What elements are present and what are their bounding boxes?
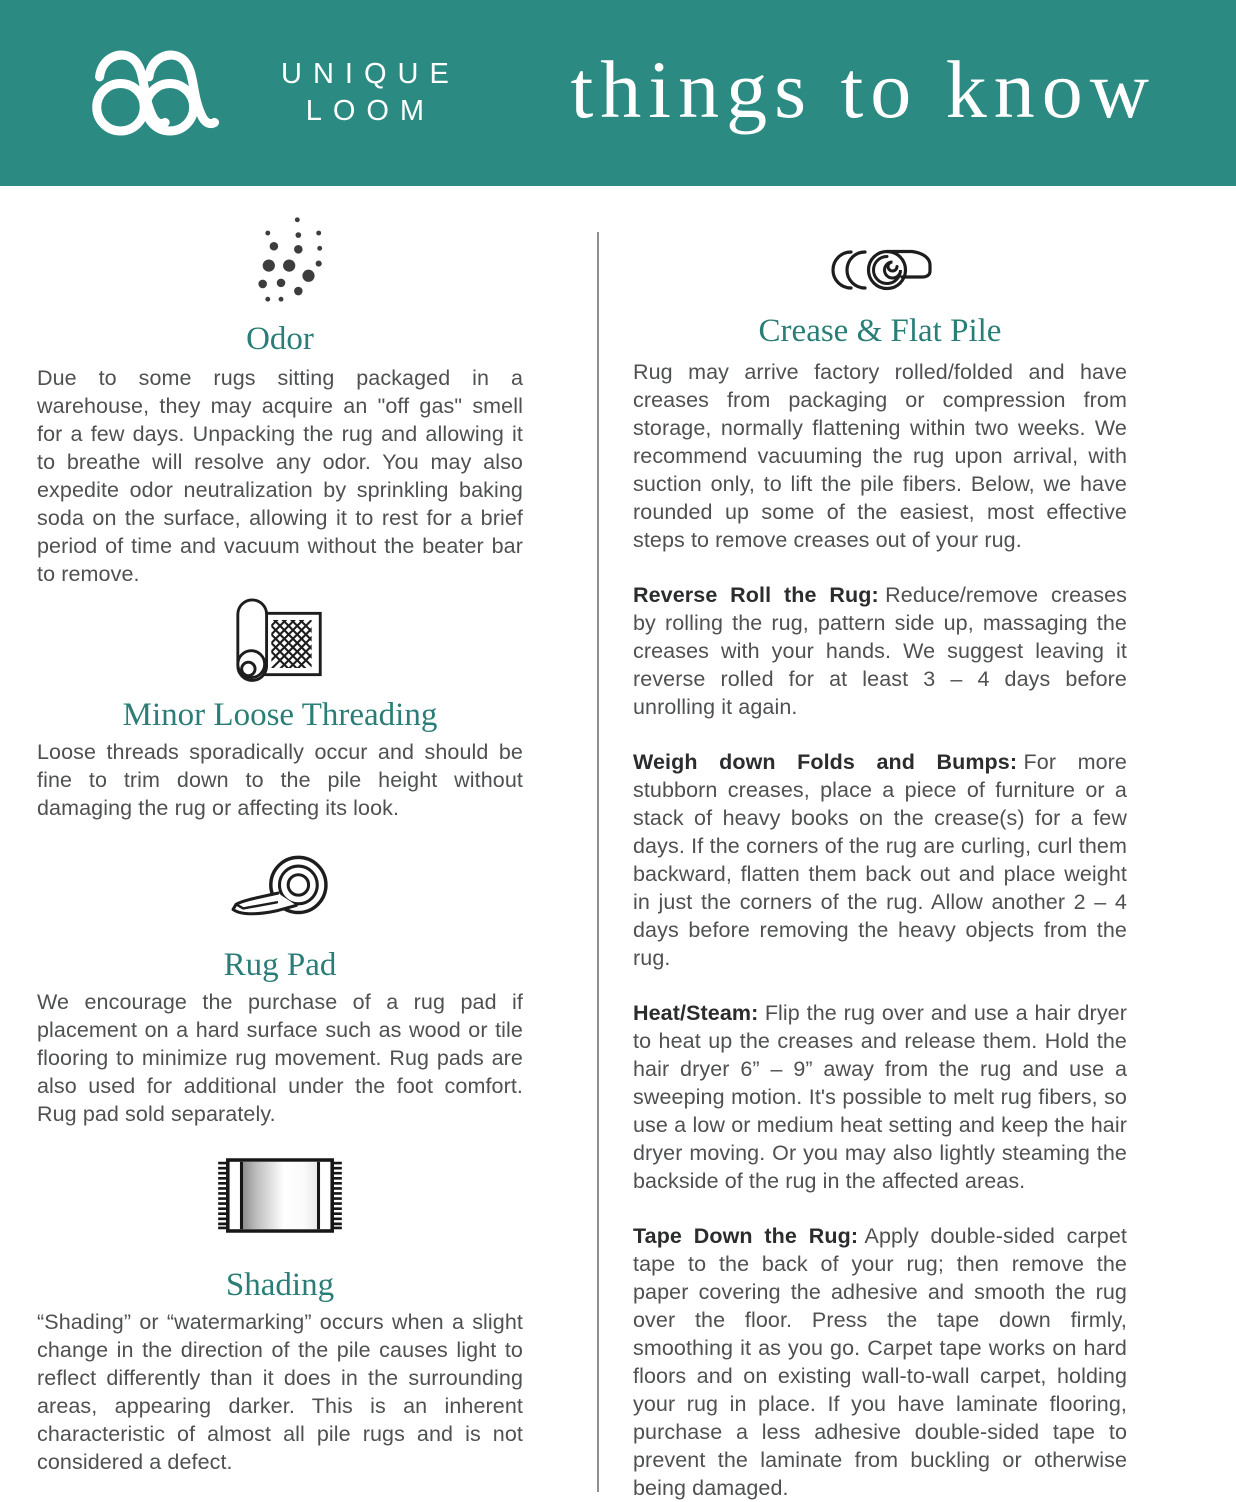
brand xyxy=(92,44,460,142)
left-column xyxy=(37,186,523,1476)
tip-reverse-roll xyxy=(633,581,1127,721)
rug-pad-roll-icon xyxy=(231,854,329,922)
tip-text: Reduce/remove creases by rolling the rug, pattern side up, massaging the creases with your hands. We suggest leaving it reverse rolled for at least 3 – 4 days before unrolling it again. xyxy=(633,583,1127,719)
brand-line-1: UNIQUE xyxy=(281,58,460,90)
tip-text: Flip the rug over and use a hair dryer to heat up the creases and release them. Hold the hair dryer 6” – 9” away from the rug and use a sweeping motion. It's possible to melt rug fibers, so use a low or medium heat setting and keep the hair dryer moving. Or you may also lightly steaming the backside of the rug in the affected areas. xyxy=(633,1001,1127,1193)
column-divider xyxy=(597,232,599,1492)
section-heading: Crease & Flat Pile xyxy=(758,313,1002,349)
section-body: Due to some rugs sitting packaged in a warehouse, they may acquire an "off gas" smell for a few days. Unpacking the rug and allowing it to breathe will resolve any odor. You may also expedite odor neutralization by sprinkling baking soda on the surface, allowing it to rest for a brief period of time and vacuum without the beater bar to remove. xyxy=(37,366,523,586)
tip-text: Apply double-sided carpet tape to the back of your rug; then remove the paper covering the adhesive and smooth the rug over the floor. Press the tape down firmly, smoothing it as you go. Carpet tape works on hard floors and on existing wall-to-wall carpet, holding your rug in place. If you have laminate flooring, purchase a less adhesive double-sided tape to prevent the laminate from buckling or otherwise being damaged. xyxy=(633,1224,1127,1500)
section-crease-flat-pile xyxy=(633,248,1127,1502)
tip-tape-down xyxy=(633,1222,1127,1502)
section-rug-pad xyxy=(37,860,523,1128)
tip-label: Weigh down Folds and Bumps: xyxy=(633,750,1018,774)
section-body: Loose threads sporadically occur and should be fine to trim down to the pile height without damaging the rug or affecting its look. xyxy=(37,740,523,820)
tip-label: Heat/Steam: xyxy=(633,1001,759,1025)
page-header xyxy=(0,0,1236,186)
page-title: things to know xyxy=(570,44,1156,135)
brand-line-2: LOOM xyxy=(305,95,436,127)
section-body: “Shading” or “watermarking” occurs when a slight change in the direction of the pile causes light to reflect differently than it does in the surrounding areas, appearing darker. This is an inherent characteristic of almost all pile rugs and is not considered a defect. xyxy=(37,1310,523,1474)
odor-dots-icon xyxy=(224,211,336,309)
section-body: We encourage the purchase of a rug pad if placement on a hard surface such as wood or tile flooring to minimize rug movement. Rug pads are also used for additional under the foot comfort. Rug pad sold separately. xyxy=(37,990,523,1126)
tip-label: Tape Down the Rug: xyxy=(633,1224,859,1248)
unique-loom-logo-icon xyxy=(92,44,244,142)
tip-text: For more stubborn creases, place a piece of furniture or a stack of heavy books on the crease(s) for a few days. If the corners of the rug are curling, curl them backward, flatten them back out and place weight in just the corners of the rug. Allow another 2 – 4 days before removing the heavy objects from the rug. xyxy=(633,750,1127,970)
section-odor xyxy=(37,208,523,588)
rolled-rug-crease-icon xyxy=(824,245,936,295)
tip-weigh-down xyxy=(633,748,1127,972)
section-heading: Rug Pad xyxy=(223,947,337,983)
brand-name xyxy=(270,56,460,130)
section-heading: Odor xyxy=(246,321,314,357)
shaded-rug-icon xyxy=(217,1158,343,1233)
rolled-rug-thread-icon xyxy=(235,598,325,690)
tip-heat-steam xyxy=(633,999,1127,1195)
tip-label: Reverse Roll the Rug: xyxy=(633,583,879,607)
section-heading: Shading xyxy=(225,1267,335,1303)
section-minor-loose-threading xyxy=(37,602,523,822)
right-column xyxy=(633,186,1127,1502)
section-shading xyxy=(37,1158,523,1476)
content xyxy=(0,186,1236,1500)
section-intro: Rug may arrive factory rolled/folded and have creases from packaging or compression from storage, normally flattening within two weeks. We recommend vacuuming the rug upon arrival, with suction only, to lift the pile fibers. Below, we have rounded up some of the easiest, most effective steps to remove creases out of your rug. xyxy=(633,360,1127,552)
section-heading: Minor Loose Threading xyxy=(122,697,438,733)
